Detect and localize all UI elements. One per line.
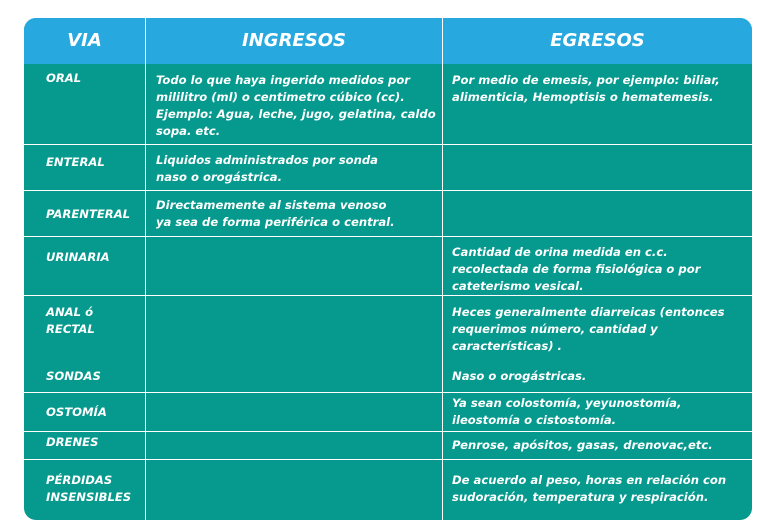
ingresos-oral: Todo lo que haya ingerido medidos por mililitro (ml) o centimetro cúbico (cc). Ejemplo: Agua, leche, jugo, gelatina, caldo sopa. etc.: [156, 73, 436, 138]
via-urinaria: URINARIA: [46, 250, 110, 264]
egresos-perdidas-insensibles: De acuerdo al peso, horas en relación con sudoración, temperatura y respiración.: [452, 473, 727, 504]
header-ingresos: INGRESOS: [242, 30, 346, 51]
row-divider: [24, 459, 752, 460]
via-perdidas-insensibles: PÉRDIDAS INSENSIBLES: [46, 473, 132, 504]
via-sondas: SONDAS: [46, 369, 101, 383]
fluid-balance-table: [24, 18, 752, 520]
row-divider: [24, 190, 752, 191]
row-divider: [24, 392, 752, 393]
egresos-ostomia: Ya sean colostomía, yeyunostomía, ileostomía o cistostomía.: [452, 396, 682, 427]
header-via: VIA: [67, 30, 102, 51]
row-divider: [24, 144, 752, 145]
row-divider: [24, 431, 752, 432]
header-egresos: EGRESOS: [550, 30, 645, 51]
row-divider: [24, 295, 752, 296]
egresos-sondas: Naso o orogástricas.: [452, 369, 587, 383]
via-oral: ORAL: [46, 71, 82, 85]
egresos-anal-rectal: Heces generalmente diarreicas (entonces requerimos número, cantidad y características) .: [452, 305, 725, 353]
egresos-urinaria: Cantidad de orina medida en c.c. recolectada de forma fisiológica o por cateterismo vesical.: [452, 245, 701, 293]
via-anal-rectal: ANAL ó RECTAL: [46, 305, 95, 336]
via-parenteral: PARENTERAL: [46, 207, 131, 221]
row-divider: [24, 236, 752, 237]
via-drenes: DRENES: [46, 435, 99, 449]
egresos-oral: Por medio de emesis, por ejemplo: biliar, alimenticia, Hemoptisis o hematemesis.: [452, 73, 720, 104]
egresos-drenes: Penrose, apósitos, gasas, drenovac,etc.: [452, 438, 713, 452]
ingresos-enteral: Liquidos administrados por sonda naso o orogástrica.: [156, 153, 378, 184]
via-ostomia: OSTOMÍA: [46, 405, 107, 419]
via-enteral: ENTERAL: [46, 155, 105, 169]
ingresos-parenteral: Directamemente al sistema venoso ya sea de forma periférica o central.: [156, 198, 395, 229]
